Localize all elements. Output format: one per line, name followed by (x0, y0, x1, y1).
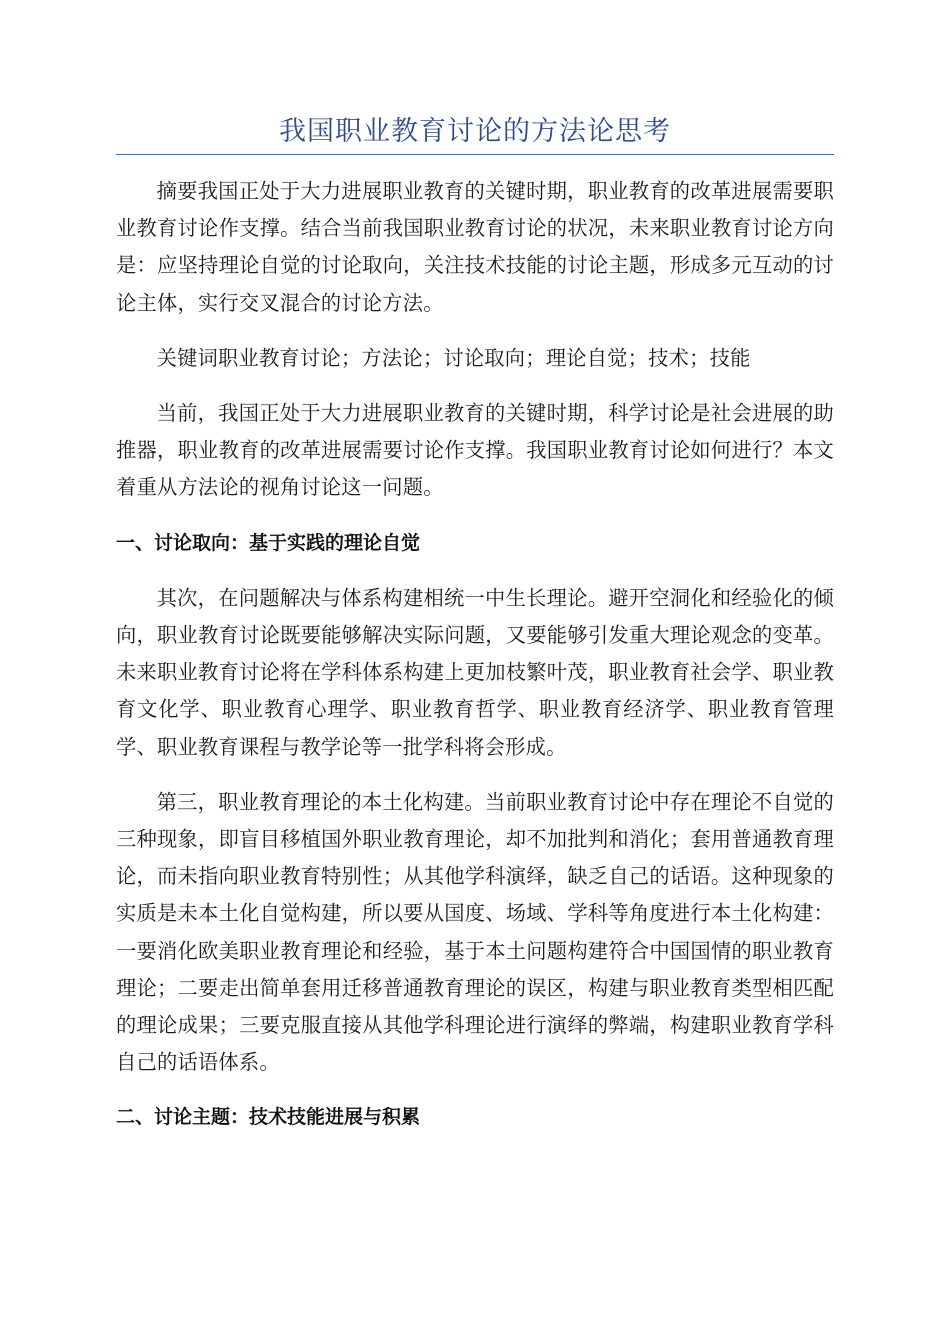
section-heading-2: 二、讨论主题：技术技能进展与积累 (116, 1106, 421, 1129)
intro-paragraph: 当前，我国正处于大力进展职业教育的关键时期，科学讨论是社会进展的助推器，职业教育的改革进展需要讨论作支撑。我国职业教育讨论如何进行？本文着重从方法论的视角讨论这一问题。 (116, 401, 834, 500)
section1-paragraph-1: 其次，在问题解决与体系构建相统一中生长理论。避开空洞化和经验化的倾向，职业教育讨论既要能够解决实际问题，又要能够引发重大理论观念的变革。未来职业教育讨论将在学科体系构建上更加枝繁叶茂，职业教育社会学、职业教育文化学、职业教育心理学、职业教育哲学、职业教育经济学、职业教育管理学、职业教育课程与教学论等一批学科将会形成。 (116, 585, 834, 759)
section1-paragraph-2: 第三，职业教育理论的本土化构建。当前职业教育讨论中存在理论不自觉的三种现象，即盲目移植国外职业教育理论，却不加批判和消化；套用普通教育理论，而未指向职业教育特别性；从其他学科演绎，缺乏自己的话语。这种现象的实质是未本土化自觉构建，所以要从国度、场域、学科等角度进行本土化构建：一要消化欧美职业教育理论和经验，基于本土问题构建符合中国国情的职业教育理论；二要走出简单套用迁移普通教育理论的误区，构建与职业教育类型相匹配的理论成果；三要克服直接从其他学科理论进行演绎的弊端，构建职业教育学科自己的话语体系。 (116, 789, 834, 1075)
section-heading-1: 一、讨论取向：基于实践的理论自觉 (116, 531, 421, 554)
abstract-paragraph: 摘要我国正处于大力进展职业教育的关键时期，职业教育的改革进展需要职业教育讨论作支撑。结合当前我国职业教育讨论的状况，未来职业教育讨论方向是：应坚持理论自觉的讨论取向，关注技术技能的讨论主题，形成多元互动的讨论主体，实行交叉混合的讨论方法。 (116, 179, 834, 315)
document-body (116, 173, 834, 1155)
keywords-paragraph: 关键词职业教育讨论；方法论；讨论取向；理论自觉；技术；技能 (156, 345, 751, 370)
title-underline (116, 154, 834, 155)
document-title: 我国职业教育讨论的方法论思考 (279, 116, 671, 147)
